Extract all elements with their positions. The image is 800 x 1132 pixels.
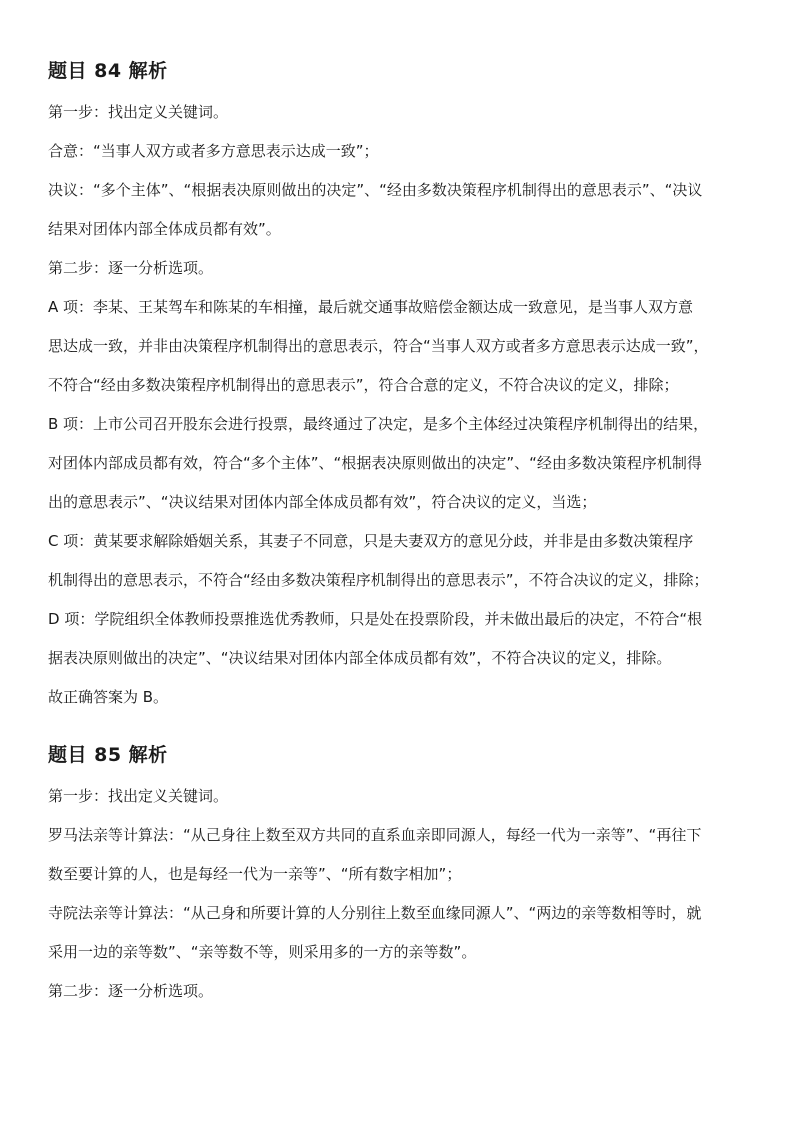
paragraph-line: B 项：上市公司召开股东会进行投票，最终通过了决定，是多个主体经过决策程序机制得出的结果， <box>48 415 709 433</box>
q84-step2: 第二步：逐一分析选项。 <box>48 259 214 277</box>
q84-step1: 第一步：找出定义关键词。 <box>48 103 229 121</box>
q84-option-b <box>48 413 758 513</box>
paragraph-line: 对团体内部成员都有效，符合“多个主体”、“根据表决原则做出的决定”、“经由多数决策程序机制得 <box>48 454 702 472</box>
q85-canon-method <box>48 902 758 963</box>
paragraph-line: 寺院法亲等计算法：“从己身和所要计算的人分别往上数至血缘同源人”、“两边的亲等数相等时，就 <box>48 904 702 922</box>
q84-section <box>48 56 758 708</box>
q85-section <box>48 740 758 1002</box>
paragraph-line: 罗马法亲等计算法：“从己身往上数至双方共同的直系血亲即同源人，每经一代为一亲等”、“再往下 <box>48 826 702 844</box>
q84-option-a <box>48 296 758 396</box>
q84-answer: 故正确答案为 B。 <box>48 688 169 706</box>
q84-option-d <box>48 608 758 669</box>
paragraph-line: 机制得出的意思表示，不符合“经由多数决策程序机制得出的意思表示”，不符合决议的定义，排除； <box>48 571 709 589</box>
paragraph-line: 采用一边的亲等数”、“亲等数不等，则采用多的一方的亲等数”。 <box>48 943 477 961</box>
q85-step2: 第二步：逐一分析选项。 <box>48 982 214 1000</box>
q85-step1: 第一步：找出定义关键词。 <box>48 787 229 805</box>
paragraph-line: 不符合“经由多数决策程序机制得出的意思表示”，符合合意的定义，不符合决议的定义，排除； <box>48 376 679 394</box>
paragraph-line: 出的意思表示”、“决议结果对团体内部全体成员都有效”，符合决议的定义，当选； <box>48 493 597 511</box>
q85-roman-method <box>48 824 758 885</box>
q84-resolution-keywords <box>48 179 758 240</box>
q85-title: 题目 85 解析 <box>48 744 168 766</box>
document-page <box>48 56 758 1002</box>
paragraph-line: C 项：黄某要求解除婚姻关系，其妻子不同意，只是夫妻双方的意见分歧，并非是由多数决策程序 <box>48 532 694 550</box>
paragraph-line: 决议：“多个主体”、“根据表决原则做出的决定”、“经由多数决策程序机制得出的意思表示”、“决议 <box>48 181 703 199</box>
q84-title: 题目 84 解析 <box>48 60 168 82</box>
q84-consensus-keywords: 合意：“当事人双方或者多方意思表示达成一致”； <box>48 142 379 160</box>
paragraph-line: D 项：学院组织全体教师投票推选优秀教师，只是处在投票阶段，并未做出最后的决定，不符合“根 <box>48 610 703 628</box>
q84-option-c <box>48 530 758 591</box>
paragraph-line: 思达成一致，并非由决策程序机制得出的意思表示，符合“当事人双方或者多方意思表示达成一致”， <box>48 337 709 355</box>
paragraph-line: A 项：李某、王某驾车和陈某的车相撞，最后就交通事故赔偿金额达成一致意见，是当事人双方意 <box>48 298 694 316</box>
paragraph-line: 结果对团体内部全体成员都有效”。 <box>48 220 281 238</box>
paragraph-line: 数至要计算的人，也是每经一代为一亲等”、“所有数字相加”； <box>48 865 462 883</box>
paragraph-line: 据表决原则做出的决定”、“决议结果对团体内部全体成员都有效”，不符合决议的定义，排除。 <box>48 649 672 667</box>
